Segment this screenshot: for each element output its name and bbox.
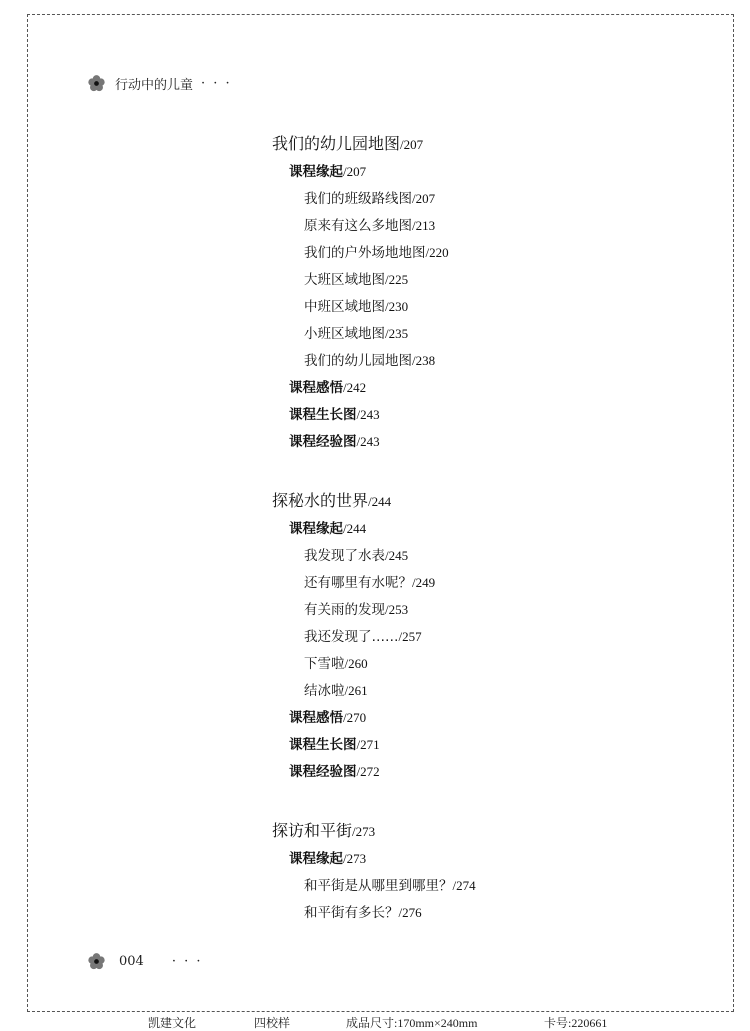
toc-entry <box>272 872 692 899</box>
toc-entry <box>272 239 692 266</box>
toc-entry <box>272 677 692 704</box>
entry-page-number: /207 <box>412 191 436 206</box>
entry-text: 大班区域地图 <box>304 272 385 288</box>
toc-section <box>272 487 692 785</box>
page-number: 004 <box>119 954 144 969</box>
toc-entry <box>272 623 692 650</box>
entry-page-number: /225 <box>385 272 409 287</box>
toc-subheading <box>272 758 692 785</box>
entry-page-number: /230 <box>385 299 409 314</box>
toc-entry <box>272 212 692 239</box>
entry-page-number: /274 <box>452 878 476 893</box>
entry-text: 课程生长图 <box>289 407 357 423</box>
entry-text: 课程感悟 <box>289 380 343 396</box>
entry-text: 课程感悟 <box>289 710 343 726</box>
entry-text: 小班区域地图 <box>304 326 385 342</box>
chapter-page-number: /244 <box>368 494 392 509</box>
entry-page-number: /235 <box>385 326 409 341</box>
entry-text: 中班区域地图 <box>304 299 385 315</box>
entry-text: 我发现了水表 <box>304 548 385 564</box>
entry-page-number: /243 <box>356 434 380 449</box>
footer-dots: · · · <box>171 954 203 969</box>
entry-page-number: /260 <box>344 656 368 671</box>
entry-text: 课程缘起 <box>289 164 343 180</box>
size-label: 成品尺寸:170mm×240mm <box>346 1016 478 1030</box>
entry-page-number: /238 <box>412 353 436 368</box>
entry-text: 和平街有多长？ <box>304 905 399 921</box>
entry-text: 课程缘起 <box>289 851 343 867</box>
toc-entry <box>272 899 692 926</box>
toc-entry <box>272 596 692 623</box>
chapter-title-text: 探访和平街 <box>272 821 353 840</box>
entry-page-number: /261 <box>344 683 368 698</box>
entry-page-number: /273 <box>343 851 367 866</box>
entry-text: 课程缘起 <box>289 521 343 537</box>
entry-page-number: /244 <box>343 521 367 536</box>
entry-text: 有关雨的发现 <box>304 602 385 618</box>
entry-text: 课程经验图 <box>289 434 357 450</box>
entry-text: 原来有这么多地图 <box>304 218 412 234</box>
entry-text: 我们的户外场地地图 <box>304 245 426 261</box>
entry-text: 下雪啦 <box>304 656 345 672</box>
entry-page-number: /213 <box>412 218 436 233</box>
entry-page-number: /253 <box>385 602 409 617</box>
header-title: 行动中的儿童 <box>115 78 194 93</box>
entry-page-number: /257 <box>398 629 422 644</box>
publisher-label: 凯建文化 <box>148 1016 197 1030</box>
flower-icon <box>88 75 105 92</box>
toc-section <box>272 130 692 455</box>
toc-entry <box>272 347 692 374</box>
toc-subheading <box>272 704 692 731</box>
proof-label: 四校样 <box>254 1016 291 1030</box>
entry-page-number: /243 <box>356 407 380 422</box>
entry-text: 我还发现了…… <box>304 629 399 645</box>
card-label: 卡号:220661 <box>544 1016 608 1030</box>
entry-text: 课程生长图 <box>289 737 357 753</box>
entry-page-number: /207 <box>343 164 367 179</box>
toc-subheading <box>272 158 692 185</box>
toc-chapter-title <box>272 487 692 515</box>
entry-text: 课程经验图 <box>289 764 357 780</box>
print-slug-line <box>0 1014 750 1030</box>
running-header <box>88 74 232 93</box>
toc-chapter-title <box>272 817 692 845</box>
entry-page-number: /242 <box>343 380 367 395</box>
toc-subheading <box>272 374 692 401</box>
toc-section <box>272 817 692 926</box>
toc-entry <box>272 320 692 347</box>
toc-entry <box>272 650 692 677</box>
header-dots: · · · <box>201 76 232 91</box>
toc-chapter-title <box>272 130 692 158</box>
toc-entry <box>272 293 692 320</box>
entry-text: 和平街是从哪里到哪里？ <box>304 878 453 894</box>
entry-page-number: /249 <box>412 575 436 590</box>
chapter-title-text: 探秘水的世界 <box>272 491 369 510</box>
entry-page-number: /276 <box>398 905 422 920</box>
toc-subheading <box>272 401 692 428</box>
entry-page-number: /272 <box>356 764 380 779</box>
toc-entry <box>272 569 692 596</box>
toc-subheading <box>272 428 692 455</box>
chapter-title-text: 我们的幼儿园地图 <box>272 134 401 153</box>
toc-entry <box>272 542 692 569</box>
toc-subheading <box>272 731 692 758</box>
entry-text: 还有哪里有水呢？ <box>304 575 412 591</box>
entry-text: 我们的班级路线图 <box>304 191 412 207</box>
entry-page-number: /270 <box>343 710 367 725</box>
entry-page-number: /245 <box>385 548 409 563</box>
table-of-contents <box>272 130 692 958</box>
toc-entry <box>272 266 692 293</box>
toc-subheading <box>272 845 692 872</box>
entry-text: 结冰啦 <box>304 683 345 699</box>
toc-subheading <box>272 515 692 542</box>
chapter-page-number: /207 <box>400 137 424 152</box>
entry-page-number: /220 <box>425 245 449 260</box>
toc-entry <box>272 185 692 212</box>
chapter-page-number: /273 <box>352 824 376 839</box>
entry-text: 我们的幼儿园地图 <box>304 353 412 369</box>
flower-icon <box>88 953 105 970</box>
entry-page-number: /271 <box>356 737 380 752</box>
running-footer <box>88 953 203 970</box>
